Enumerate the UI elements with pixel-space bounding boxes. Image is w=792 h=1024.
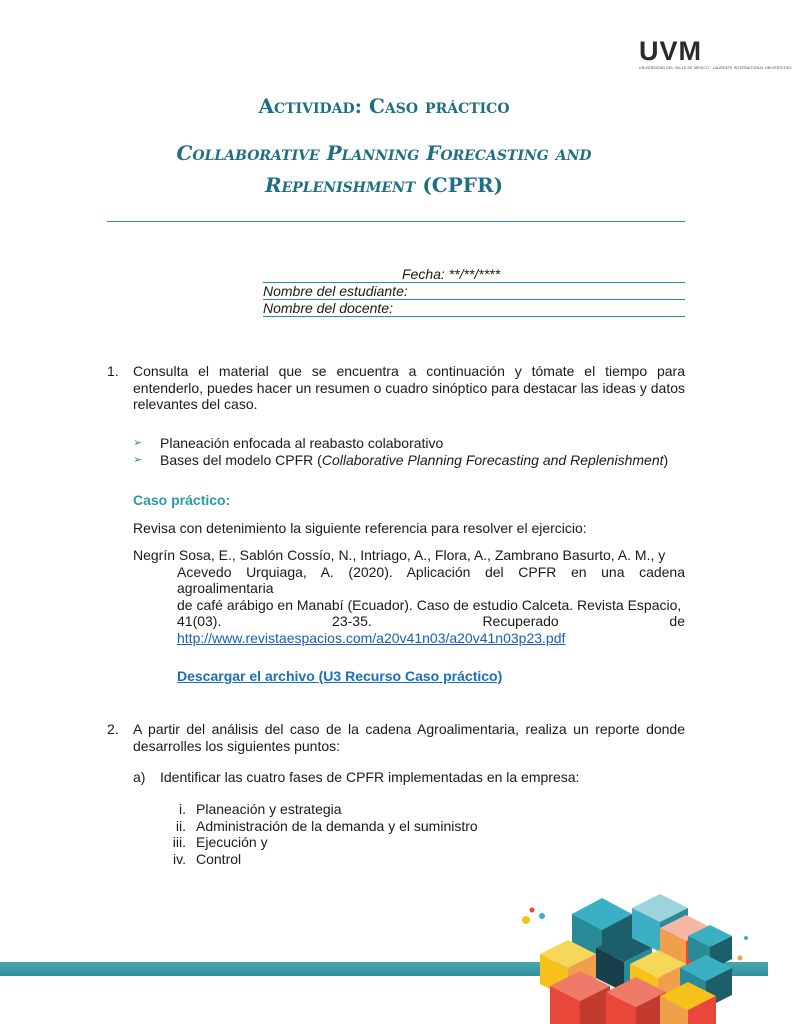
logo-text: UVM — [639, 36, 702, 66]
bullet-text-italic: Collaborative Planning Forecasting and Replenishment — [321, 452, 664, 469]
list-item — [160, 834, 478, 851]
reference-line: Negrín Sosa, E., Sablón Cossío, N., Intriago, A., Flora, A., Zambrano Basurto, A. M., y — [133, 547, 666, 563]
student-name-field: Nombre del estudiante: — [263, 283, 685, 300]
reference-url-link[interactable]: http://www.revistaespacios.com/a20v41n03/a20v41n03p23.pdf — [177, 629, 566, 646]
list-item — [160, 818, 478, 835]
list-item — [133, 452, 668, 469]
item-2-text: A partir del análisis del caso de la cadena Agroalimentaria, realiza un reporte donde desarrolles los siguientes puntos: — [133, 721, 685, 754]
bullet-text: Planeación enfocada al reabasto colaborativo — [160, 435, 444, 452]
phase-number: i. — [179, 801, 186, 817]
subtitle-line-1: Collaborative Planning Forecasting and — [176, 141, 592, 165]
bullet-text-start: Bases del modelo CPFR ( — [160, 452, 322, 469]
activity-title: Actividad: Caso práctico — [258, 94, 510, 118]
bullet-list — [133, 435, 668, 469]
caso-intro: Revisa con detenimiento la siguiente referencia para resolver el ejercicio: — [133, 520, 587, 536]
cube-cluster — [540, 894, 732, 1024]
fecha-field: Fecha: **/**/**** — [263, 266, 685, 283]
reference-word: 23-35. — [332, 613, 372, 629]
download-file-link[interactable]: Descargar el archivo (U3 Recurso Caso práctico) — [177, 668, 503, 684]
list-item — [160, 801, 478, 818]
phase-text: Administración de la demanda y el suministro — [196, 817, 478, 834]
sub-item-a-text: Identificar las cuatro fases de CPFR implementadas en la empresa: — [160, 769, 580, 785]
reference-word: Recuperado — [482, 613, 559, 629]
phase-number: iii. — [172, 834, 186, 850]
subtitle-plain: (CPFR) — [415, 173, 504, 197]
reference — [133, 547, 685, 646]
reference-word: 41(03). — [177, 613, 222, 629]
reference-url-line — [133, 630, 685, 647]
reference-word: de — [669, 613, 685, 629]
list-item — [160, 851, 478, 868]
decorative-cubes-graphic — [510, 868, 760, 1024]
bullet-text — [160, 452, 668, 469]
phase-text: Control — [196, 850, 242, 867]
activity-subtitle — [0, 137, 768, 201]
arrow-bullet-icon: ➢ — [133, 454, 143, 467]
title-divider — [107, 221, 685, 222]
phase-text: Ejecución y — [196, 834, 268, 850]
arrow-bullet-icon: ➢ — [133, 437, 143, 450]
uvm-logo — [639, 36, 792, 71]
reference-line: Acevedo Urquiaga, A. (2020). Aplicación del CPFR en una cadena agroalimentaria — [177, 563, 685, 596]
item-1-number: 1. — [107, 363, 119, 379]
reference-line: de café arábigo en Manabí (Ecuador). Caso de estudio Calceta. Revista Espacio, — [177, 596, 682, 613]
meta-form — [263, 266, 685, 317]
bullet-text-end: ) — [663, 452, 669, 469]
reference-line — [133, 613, 685, 630]
subtitle-line-2 — [0, 169, 768, 201]
teacher-name-field: Nombre del docente: — [263, 300, 685, 317]
subtitle-italic: Replenishment — [264, 173, 416, 197]
phase-text: Planeación y estrategia — [196, 801, 342, 817]
phase-list — [160, 801, 478, 867]
phase-number: ii. — [175, 817, 186, 834]
logo-subtitle: UNIVERSIDAD DEL VALLE DE MÉXICO · LAUREATE INTERNATIONAL UNIVERSITIES — [639, 66, 792, 70]
item-1-text: Consulta el material que se encuentra a continuación y tómate el tiempo para entenderlo, puedes hacer un resumen o cuadro sinóptico para destacar las ideas y datos relevantes del caso. — [133, 363, 685, 412]
phase-number: iv. — [173, 850, 186, 867]
list-item — [133, 435, 668, 452]
caso-heading: Caso práctico: — [133, 492, 231, 508]
sub-item-a-label: a) — [133, 769, 146, 785]
item-2-number: 2. — [107, 721, 119, 737]
